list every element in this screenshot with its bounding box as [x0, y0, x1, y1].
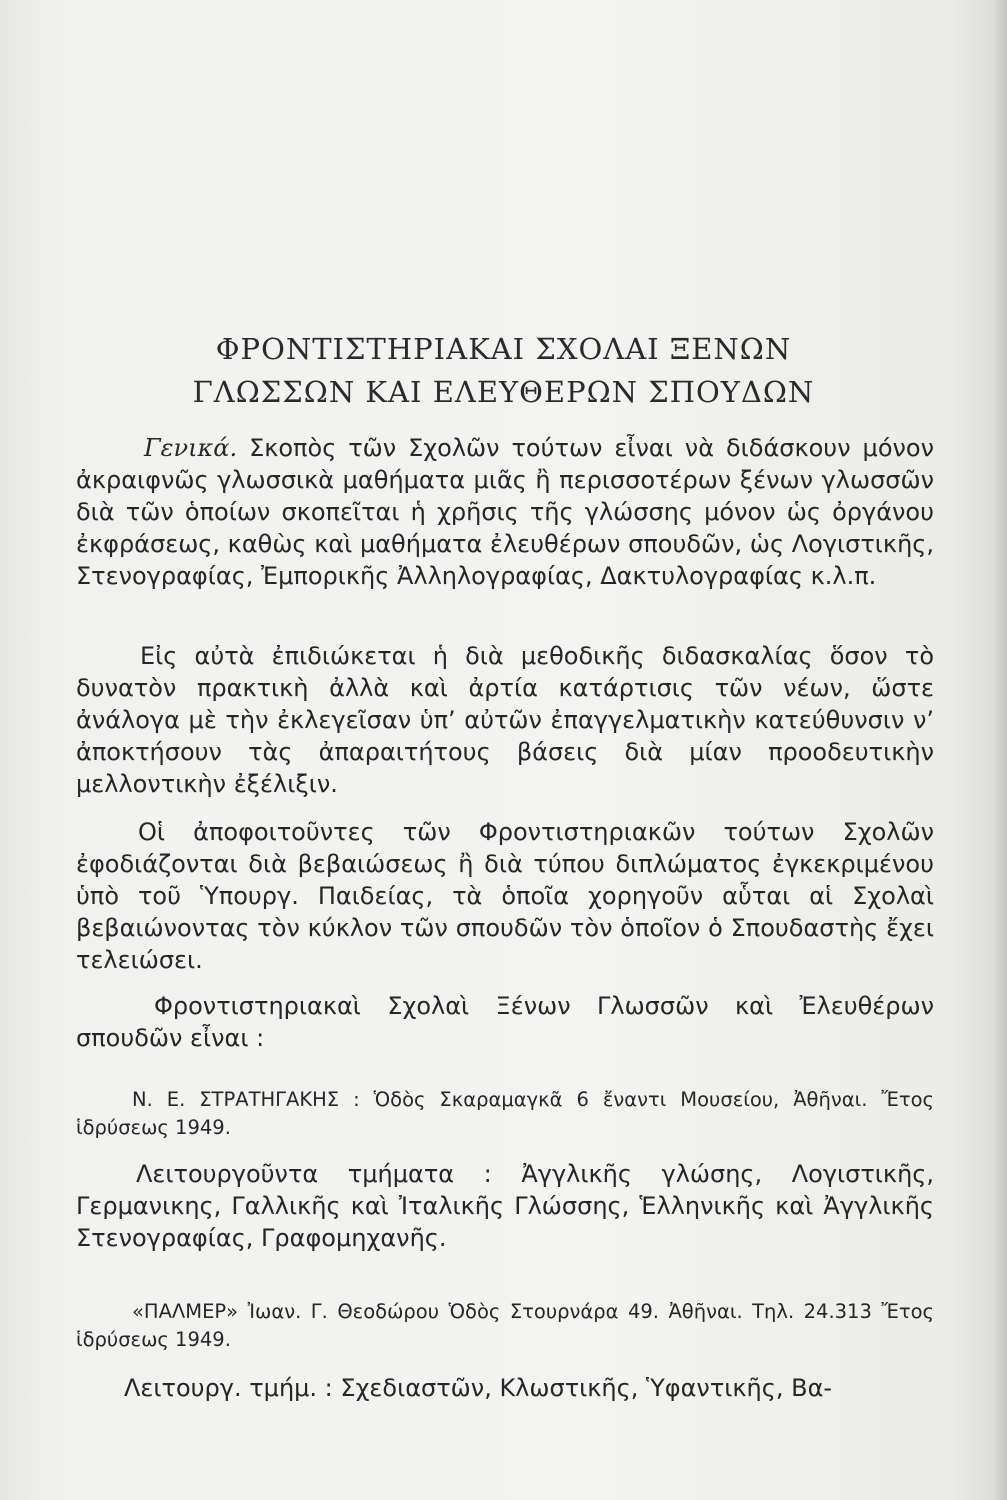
- page-title-line-1: ΦΡΟΝΤΙΣΤΗΡΙΑΚΑΙ ΣΧΟΛΑΙ ΞΕΝΩΝ: [215, 332, 792, 366]
- school-entry-1: Ν. Ε. ΣΤΡΑΤΗΓΑΚΗΣ : Ὁδὸς Σκαραμαγκᾶ 6 ἔναντι Μουσείου, Ἀθῆναι. Ἔτος ἱδρύσεως 1949.: [76, 1088, 934, 1139]
- school-entry-2: «ΠΑΛΜΕΡ» Ἰωαν. Γ. Θεοδώρου Ὁδὸς Στουρνάρα 49. Ἀθῆναι. Τηλ. 24.313 Ἔτος ἱδρύσεως 1949.: [76, 1300, 934, 1351]
- school-departments-1: Λειτουργοῦντα τμήματα : Ἀγγλικῆς γλώσης, Λογιστικῆς, Γερμανικης, Γαλλικῆς καὶ Ἰταλικῆς Γλώσσης, Ἑλληνικῆς καὶ Ἀγγλικῆς Στενογραφίας, Γραφομηχανῆς.: [76, 1160, 934, 1252]
- school-departments-2: Λειτουργ. τμήμ. : Σχεδιαστῶν, Κλωστικῆς, Ὑφαντικῆς, Βα-: [124, 1374, 833, 1402]
- general-paragraph-2: Εἰς αὐτὰ ἐπιδιώκεται ἡ διὰ μεθοδικῆς διδασκαλίας ὅσον τὸ δυνατὸν πρακτικὴ ἀλλὰ καὶ ἀρτία κατάρτισις τῶν νέων, ὥστε ἀνάλογα μὲ τὴν ἐκλεγεῖσαν ὑπ’ αὐτῶν ἐπαγγελματικὴν κατεύθυνσιν ν’ ἀποκτήσουν τὰς ἀπαραιτήτους βάσεις διὰ μίαν προοδευτικὴν μελλοντικὴν ἐξέλιξιν.: [76, 642, 934, 798]
- general-paragraph-4: Φροντιστηριακαὶ Σχολαὶ Ξένων Γλωσσῶν καὶ Ἐλευθέρων σπουδῶν εἶναι :: [76, 992, 934, 1052]
- general-lead: Γενικά.: [144, 434, 238, 462]
- general-paragraph-3: Οἱ ἀποφοιτοῦντες τῶν Φροντιστηριακῶν τούτων Σχολῶν ἐφοδιάζονται διὰ βεβαιώσεως ἢ διὰ τύπου διπλώματος ἐγκεκριμένου ὑπὸ τοῦ Ὑπουργ. Παιδείας, τὰ ὁποῖα χορηγοῦν αὗται αἱ Σχολαὶ βεβαιώνοντας τὸν κύκλον τῶν σπουδῶν τὸν ὁποῖον ὁ Σπουδαστὴς ἔχει τελειώσει.: [76, 818, 934, 974]
- general-paragraph-1: [76, 432, 934, 592]
- general-paragraph-1-text: Σκοπὸς τῶν Σχολῶν τούτων εἶναι νὰ διδάσκουν μόνον ἀκραιφνῶς γλωσσικὰ μαθήματα μιᾶς ἢ περισσοτέρων ξένων γλωσσῶν διὰ τῶν ὁποίων σκοπεῖται ἡ χρῆσις τῆς γλώσσης μόνον ὡς ὀργάνου ἐκφράσεως, καθὼς καὶ μαθήματα ἐλευθέρων σπουδῶν, ὡς Λογιστικῆς, Στενογραφίας, Ἐμπορικῆς Ἀλληλογραφίας, Δακτυλογραφίας κ.λ.π.: [76, 434, 934, 590]
- page-title-line-2: ΓΛΩΣΣΩΝ ΚΑΙ ΕΛΕΥΘΕΡΩΝ ΣΠΟΥΔΩΝ: [192, 375, 815, 409]
- page-spine-shadow: [993, 0, 1007, 1500]
